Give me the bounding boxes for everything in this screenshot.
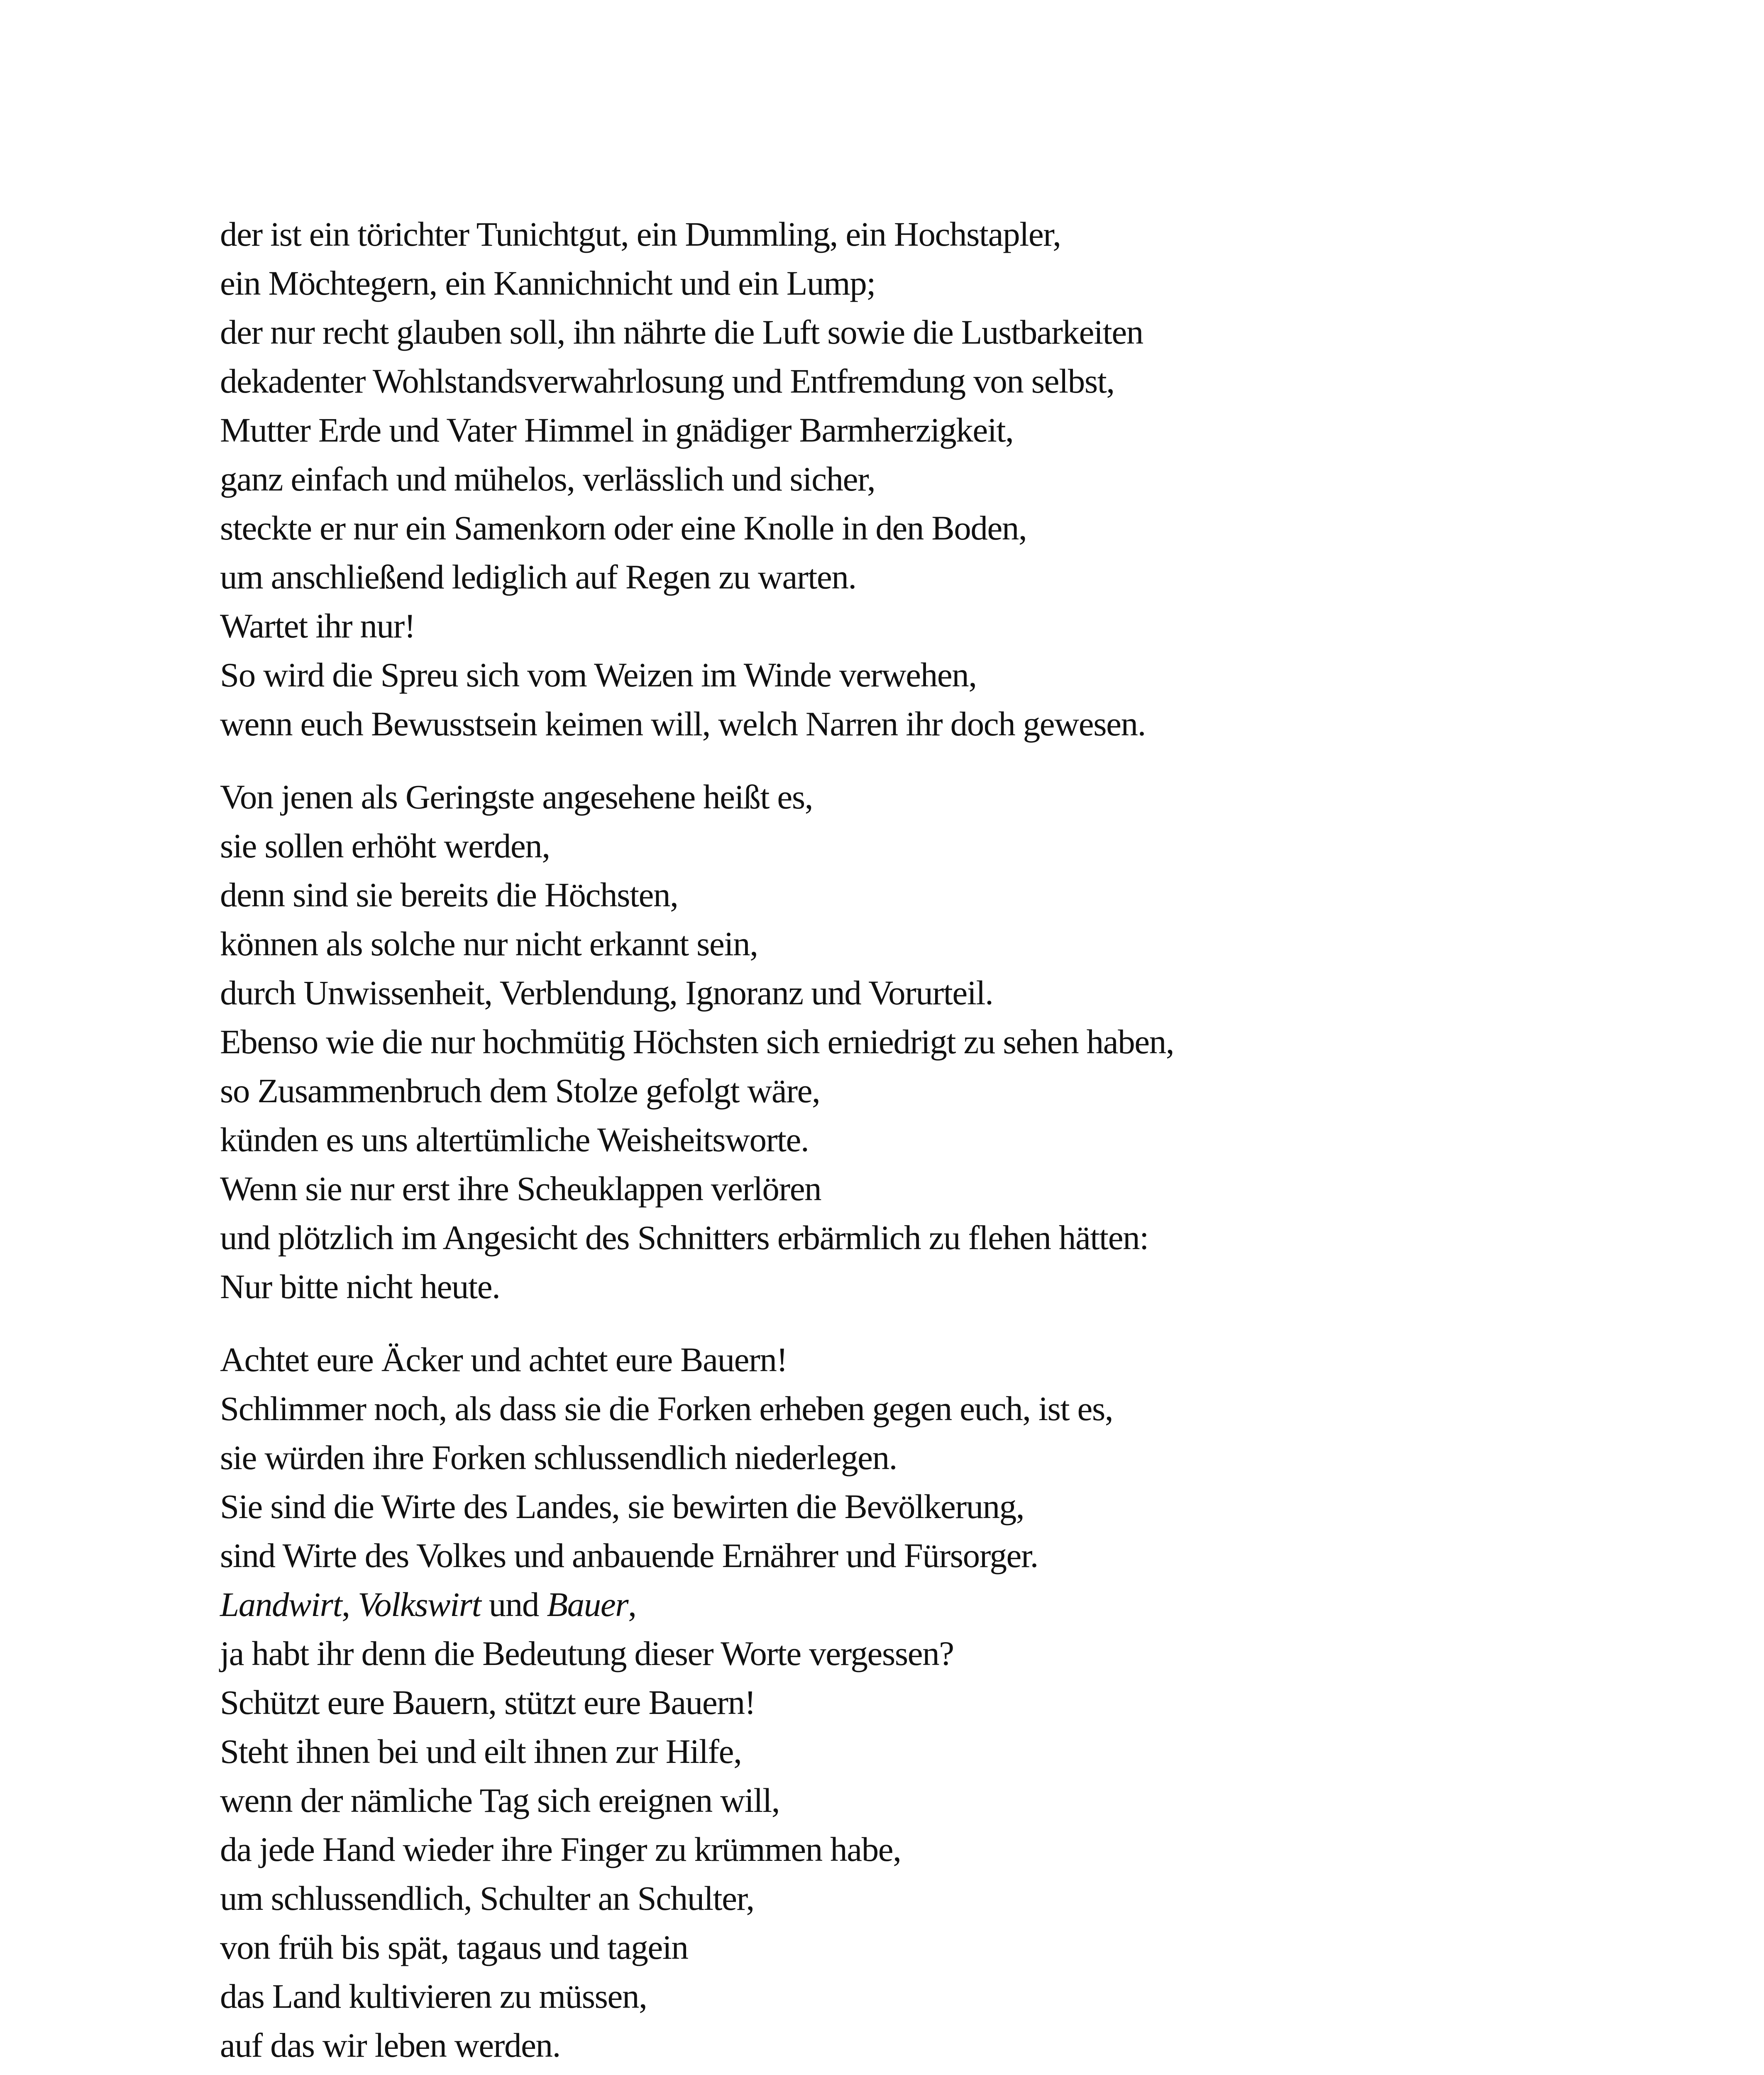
stanza-2 (220, 772, 1590, 1311)
poem-line: um schlussendlich, Schulter an Schulter, (220, 1879, 754, 1917)
italic-term-landwirt: Landwirt (220, 1585, 342, 1623)
poem-line: sie würden ihre Forken schlussendlich niederlegen. (220, 1438, 897, 1477)
poem-line: können als solche nur nicht erkannt sein, (220, 925, 758, 963)
poem-line: Ebenso wie die nur hochmütig Höchsten sich erniedrigt zu sehen haben, (220, 1023, 1174, 1061)
poem-body (220, 210, 1590, 2070)
poem-line-italic-terms (220, 1580, 1590, 1629)
stanza-1 (220, 210, 1590, 748)
poem-line: das Land kultivieren zu müssen, (220, 1977, 647, 2015)
poem-line: sie sollen erhöht werden, (220, 827, 550, 865)
poem-line: ja habt ihr denn die Bedeutung dieser Worte vergessen? (220, 1634, 954, 1672)
poem-line: Steht ihnen bei und eilt ihnen zur Hilfe, (220, 1732, 742, 1770)
poem-line: Wenn sie nur erst ihre Scheuklappen verlören (220, 1169, 821, 1208)
poem-line: der ist ein törichter Tunichtgut, ein Dummling, ein Hochstapler, (220, 215, 1061, 253)
poem-line: sind Wirte des Volkes und anbauende Ernährer und Fürsorger. (220, 1536, 1038, 1575)
poem-line: Mutter Erde und Vater Himmel in gnädiger Barmherzigkeit, (220, 411, 1014, 449)
poem-line: durch Unwissenheit, Verblendung, Ignoranz und Vorurteil. (220, 974, 993, 1012)
italic-term-bauer: Bauer (547, 1585, 628, 1623)
poem-line: der nur recht glauben soll, ihn nährte die Luft sowie die Lustbarkeiten (220, 313, 1143, 351)
poem-line: ganz einfach und mühelos, verlässlich und sicher, (220, 460, 875, 498)
poem-line: wenn der nämliche Tag sich ereignen will, (220, 1781, 780, 1819)
line-separator: , (342, 1585, 358, 1623)
poem-line: Achtet eure Äcker und achtet eure Bauern! (220, 1340, 787, 1379)
poem-line: dekadenter Wohlstandsverwahrlosung und Entfremdung von selbst, (220, 362, 1114, 400)
poem-line: Schützt eure Bauern, stützt eure Bauern! (220, 1683, 755, 1721)
poem-line: so Zusammenbruch dem Stolze gefolgt wäre, (220, 1072, 820, 1110)
poem-line: und plötzlich im Angesicht des Schnitters erbärmlich zu flehen hätten: (220, 1218, 1148, 1257)
poem-line: Nur bitte nicht heute. (220, 1267, 500, 1306)
poem-line: wenn euch Bewusstsein keimen will, welch Narren ihr doch gewesen. (220, 705, 1146, 743)
stanza-3 (220, 1335, 1590, 2070)
poem-line: auf das wir leben werden. (220, 2026, 561, 2064)
poem-line: Von jenen als Geringste angesehene heißt es, (220, 778, 813, 816)
poem-line: So wird die Spreu sich vom Weizen im Winde verwehen, (220, 656, 977, 694)
line-separator: und (481, 1585, 547, 1623)
poem-line: künden es uns altertümliche Weisheitsworte. (220, 1120, 809, 1159)
poem-line: von früh bis spät, tagaus und tagein (220, 1928, 688, 1966)
italic-term-volkswirt: Volkswirt (357, 1585, 481, 1623)
poem-line: Schlimmer noch, als dass sie die Forken erheben gegen euch, ist es, (220, 1389, 1113, 1428)
poem-line: Wartet ihr nur! (220, 607, 415, 645)
poem-line: ein Möchtegern, ein Kannichnicht und ein Lump; (220, 264, 876, 302)
line-end-punctuation: , (628, 1585, 636, 1623)
poem-line: um anschließend lediglich auf Regen zu warten. (220, 558, 856, 596)
poem-line: Sie sind die Wirte des Landes, sie bewirten die Bevölkerung, (220, 1487, 1024, 1526)
poem-line: steckte er nur ein Samenkorn oder eine Knolle in den Boden, (220, 509, 1027, 547)
poem-line: denn sind sie bereits die Höchsten, (220, 876, 678, 914)
poem-line: da jede Hand wieder ihre Finger zu krümmen habe, (220, 1830, 901, 1868)
